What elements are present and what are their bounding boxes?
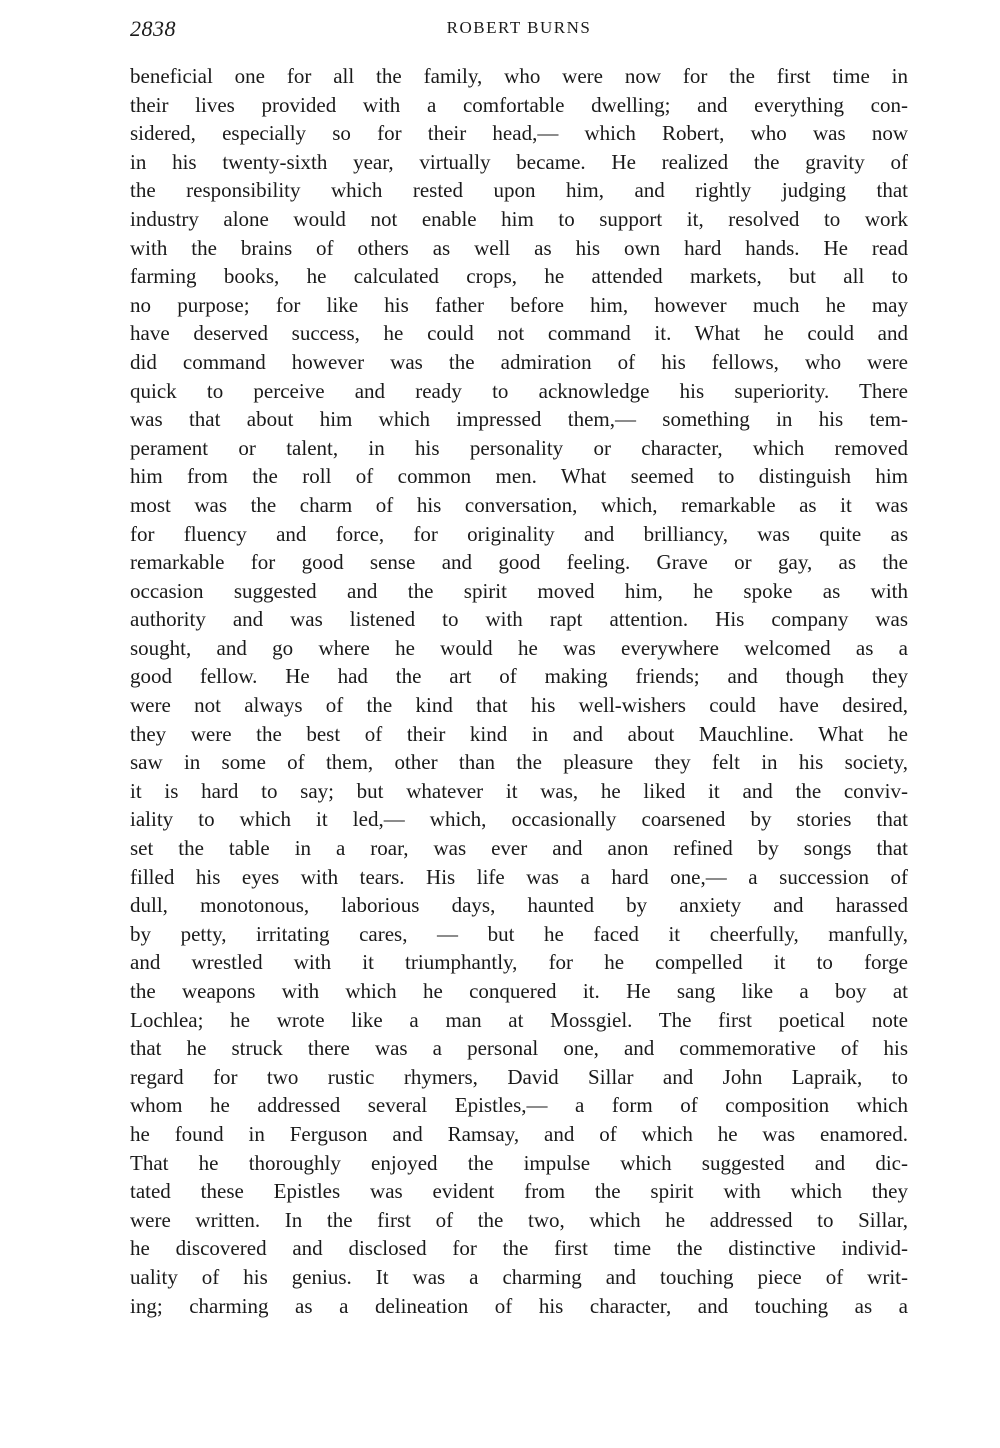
text-line: was that about him which impressed them,— something in his tem-	[130, 407, 908, 432]
body-text	[130, 62, 908, 1320]
text-line: their lives provided with a comfortable dwelling; and everything con-	[130, 92, 908, 117]
text-line: beneficial one for all the family, who were now for the first time in	[130, 64, 908, 88]
text-line: most was the charm of his conversation, which, remarkable as it was	[130, 492, 908, 517]
text-line: filled his eyes with tears. His life was a hard one,— a succession of	[130, 864, 908, 889]
text-line: perament or talent, in his personality or character, which removed	[130, 435, 908, 460]
text-line: they were the best of their kind in and about Mauchline. What he	[130, 721, 908, 746]
text-line: set the table in a roar, was ever and anon refined by songs that	[130, 836, 908, 861]
text-line: good fellow. He had the art of making friends; and though they	[130, 664, 908, 689]
text-line: industry alone would not enable him to support it, resolved to work	[130, 206, 908, 231]
text-line: he discovered and disclosed for the first time the distinctive individ-	[130, 1236, 908, 1261]
text-line: occasion suggested and the spirit moved him, he spoke as with	[130, 578, 908, 603]
text-line: dull, monotonous, laborious days, haunted by anxiety and harassed	[130, 893, 908, 918]
text-line: ing; charming as a delineation of his character, and touching as a	[130, 1293, 908, 1318]
text-line: have deserved success, he could not command it. What he could and	[130, 321, 908, 346]
text-line: sidered, especially so for their head,— which Robert, who was now	[130, 121, 908, 146]
text-line: by petty, irritating cares, — but he faced it cheerfully, manfully,	[130, 921, 908, 946]
text-line: sought, and go where he would he was everywhere welcomed as a	[130, 635, 908, 660]
text-line: with the brains of others as well as his own hard hands. He read	[130, 235, 908, 260]
text-line: quick to perceive and ready to acknowledge his superiority. There	[130, 378, 908, 403]
text-line: the weapons with which he conquered it. He sang like a boy at	[130, 979, 908, 1003]
text-line: were not always of the kind that his well-wishers could have desired,	[130, 693, 908, 718]
text-line: it is hard to say; but whatever it was, he liked it and the conviv-	[130, 778, 908, 803]
text-line: uality of his genius. It was a charming and touching piece of writ-	[130, 1264, 908, 1289]
text-line: Lochlea; he wrote like a man at Mossgiel. The first poetical note	[130, 1007, 908, 1032]
text-line: authority and was listened to with rapt attention. His company was	[130, 607, 908, 632]
text-line: in his twenty-sixth year, virtually became. He realized the gravity of	[130, 149, 908, 174]
text-line: him from the roll of common men. What seemed to distinguish him	[130, 464, 908, 489]
running-head: ROBERT BURNS	[446, 18, 592, 37]
text-line: were written. In the first of the two, which he addressed to Sillar,	[130, 1207, 908, 1232]
page-number: 2838	[130, 16, 176, 41]
text-line: he found in Ferguson and Ramsay, and of which he was enamored.	[130, 1121, 908, 1146]
text-line: did command however was the admiration of his fellows, who were	[130, 349, 908, 374]
text-line: remarkable for good sense and good feeling. Grave or gay, as the	[130, 550, 908, 575]
text-line: tated these Epistles was evident from the spirit with which they	[130, 1179, 908, 1204]
text-line: for fluency and force, for originality and brilliancy, was quite as	[130, 521, 908, 546]
text-line: whom he addressed several Epistles,— a form of composition which	[130, 1093, 908, 1118]
page-header	[130, 16, 908, 46]
text-line: farming books, he calculated crops, he attended markets, but all to	[130, 264, 908, 289]
text-line: saw in some of them, other than the pleasure they felt in his society,	[130, 750, 908, 775]
text-line: That he thoroughly enjoyed the impulse which suggested and dic-	[130, 1150, 908, 1175]
text-line: the responsibility which rested upon him, and rightly judging that	[130, 178, 908, 203]
text-line: no purpose; for like his father before him, however much he may	[130, 292, 908, 317]
text-line: and wrestled with it triumphantly, for he compelled it to forge	[130, 950, 908, 975]
text-line: iality to which it led,— which, occasionally coarsened by stories that	[130, 807, 908, 832]
text-line: that he struck there was a personal one, and commemorative of his	[130, 1036, 908, 1061]
text-line: regard for two rustic rhymers, David Sillar and John Lapraik, to	[130, 1064, 908, 1089]
